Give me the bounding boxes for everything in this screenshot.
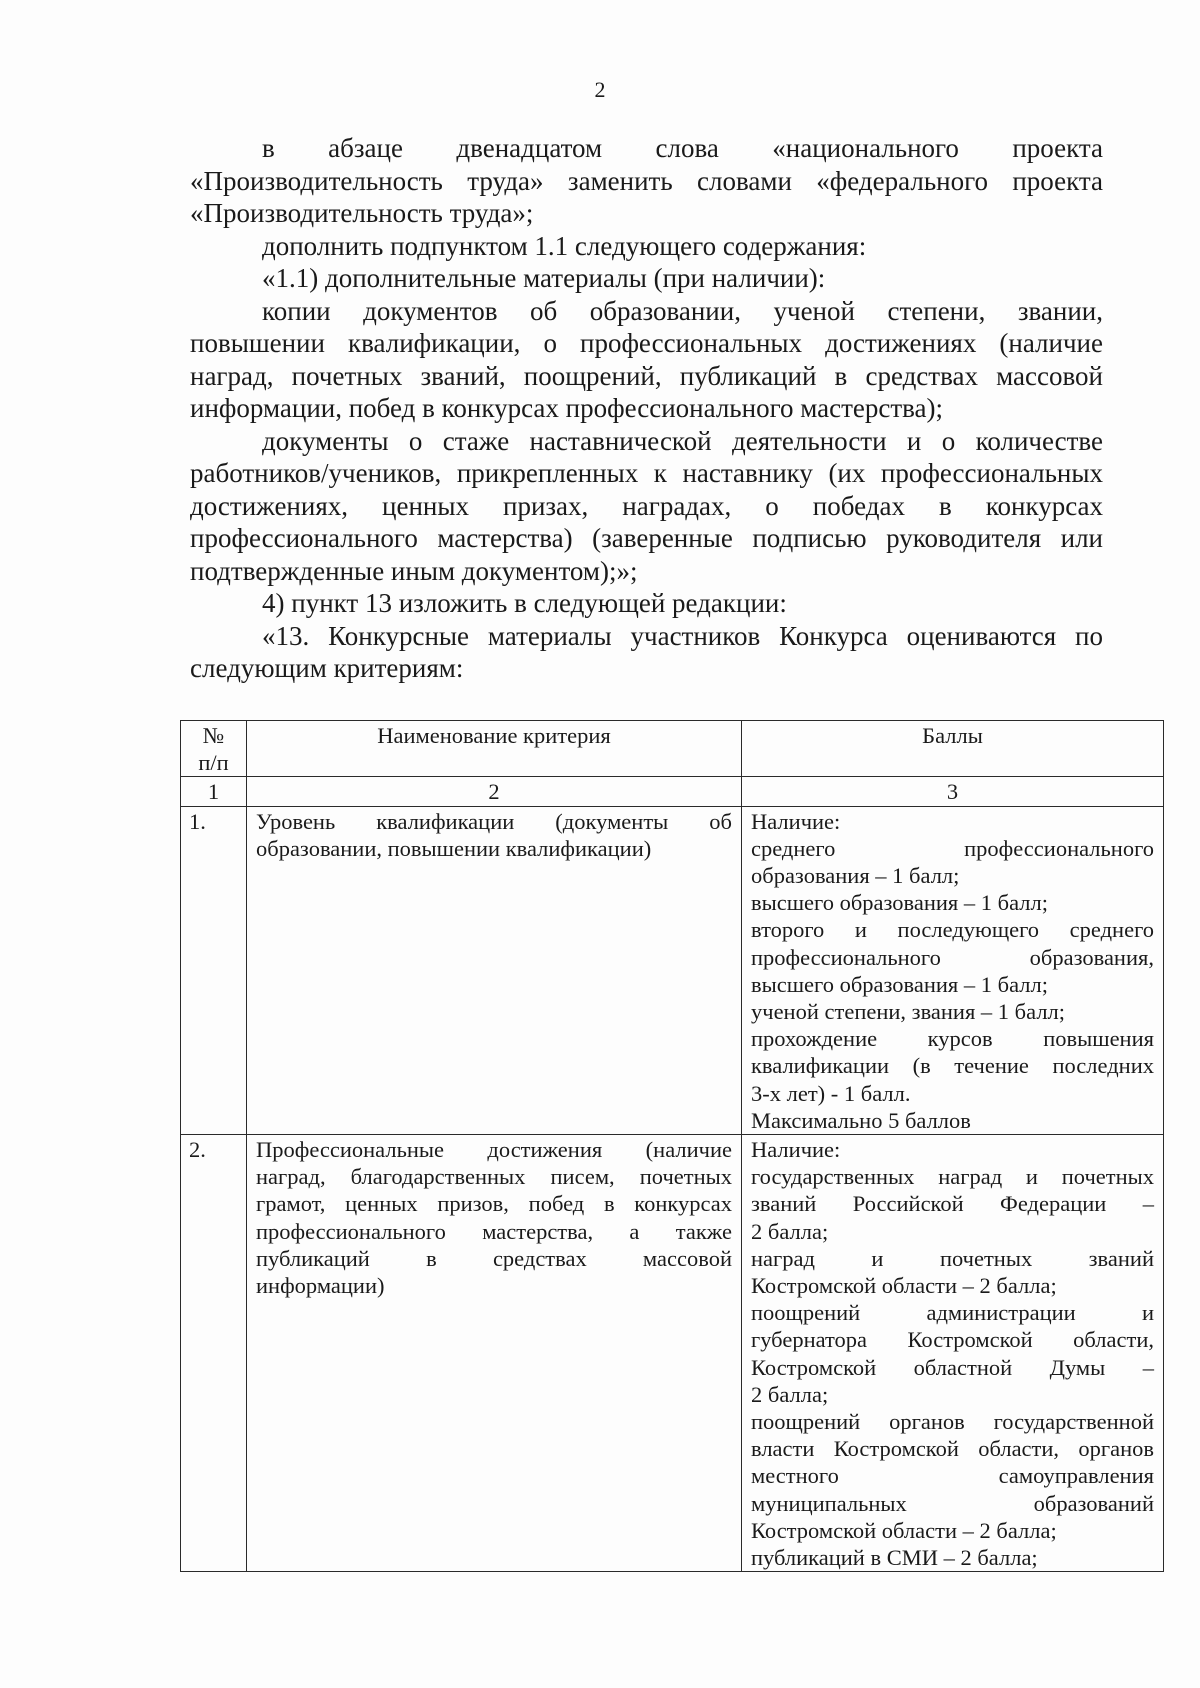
- score-line: Костромской областной Думы –: [751, 1354, 1154, 1380]
- index-cell: 3: [742, 777, 1164, 806]
- body-text: [190, 132, 1103, 685]
- paragraph-continuation: [190, 165, 1103, 198]
- header-criterion-cell: Наименование критерия: [247, 721, 742, 777]
- text-line: дополнить подпунктом 1.1 следующего содержания:: [262, 230, 867, 261]
- criterion-line: публикаций в средствах массовой: [256, 1245, 732, 1271]
- index-cell: 1: [181, 777, 247, 806]
- text-line: документы о стаже наставнической деятельности и о количестве: [262, 425, 1103, 456]
- score-line: ученой степени, звания – 1 балл;: [751, 999, 1066, 1025]
- score-line: 2 балла;: [751, 1381, 829, 1407]
- text-line: подтвержденные иным документом);»;: [190, 555, 638, 586]
- score-line: высшего образования – 1 балл;: [751, 890, 1048, 916]
- page-number: 2: [594, 77, 606, 102]
- score-line: Наличие:: [751, 808, 841, 834]
- score-line: наград и почетных званий: [751, 1245, 1154, 1271]
- criterion-cell: [247, 1135, 742, 1572]
- criteria-table: [180, 720, 1164, 1572]
- criterion-line: профессионального мастерства, а также: [256, 1218, 732, 1244]
- score-line: Максимально 5 баллов: [751, 1107, 971, 1133]
- score-line: Наличие:: [751, 1137, 841, 1163]
- row-number-cell: 1.: [181, 806, 247, 1134]
- score-line: муниципальных образований: [751, 1490, 1154, 1516]
- score-line: образования – 1 балл;: [751, 863, 960, 889]
- table-row: [181, 1135, 1164, 1572]
- paragraph-continuation: [190, 197, 1103, 230]
- table-header-row: [181, 721, 1164, 777]
- row-number-cell: 2.: [181, 1135, 247, 1572]
- score-line: государственных наград и почетных: [751, 1164, 1154, 1190]
- criterion-line: образовании, повышении квалификации): [256, 835, 652, 861]
- header-number-sign: №: [202, 723, 225, 748]
- score-line: губернатора Костромской области,: [751, 1327, 1154, 1353]
- score-line: поощрений органов государственной: [751, 1409, 1154, 1435]
- criterion-cell: [247, 806, 742, 1134]
- paragraph: [190, 262, 1103, 295]
- score-cell: [742, 1135, 1164, 1572]
- text-line: «1.1) дополнительные материалы (при наличии):: [262, 263, 826, 293]
- criterion-line: информации): [256, 1273, 385, 1299]
- score-line: 2 балла;: [751, 1218, 829, 1244]
- text-line: «Производительность труда» заменить словами «федерального проекта: [190, 165, 1103, 196]
- text-line: наград, почетных званий, поощрений, публикаций в средствах массовой: [190, 360, 1103, 391]
- table-index-row: [181, 777, 1164, 806]
- paragraph-continuation: [190, 555, 1103, 588]
- paragraph-continuation: [190, 522, 1103, 555]
- score-line: Костромской области – 2 балла;: [751, 1273, 1057, 1299]
- paragraph-continuation: [190, 652, 1103, 685]
- text-line: «Производительность труда»;: [190, 198, 534, 228]
- paragraph-continuation: [190, 392, 1103, 425]
- score-cell: [742, 806, 1164, 1134]
- text-line: повышении квалификации, о профессиональных достижениях (наличие: [190, 328, 1103, 358]
- text-line: работников/учеников, прикрепленных к наставнику (их профессиональных: [190, 458, 1103, 488]
- text-line: в абзаце двенадцатом слова «национального проекта: [262, 133, 1103, 163]
- paragraph: [190, 620, 1103, 653]
- score-line: среднего профессионального: [751, 835, 1154, 861]
- text-line: «13. Конкурсные материалы участников Конкурса оцениваются по: [262, 620, 1103, 651]
- header-number-cell: [181, 721, 247, 777]
- text-line: 4) пункт 13 изложить в следующей редакции:: [262, 588, 787, 618]
- criterion-line: наград, благодарственных писем, почетных: [256, 1164, 732, 1190]
- header-number-abbr: п/п: [198, 750, 229, 776]
- criterion-line: Уровень квалификации (документы об: [256, 808, 732, 834]
- text-line: профессионального мастерства) (заверенные подписью руководителя или: [190, 523, 1103, 553]
- score-line: прохождение курсов повышения: [751, 1026, 1154, 1052]
- text-line: информации, побед в конкурсах профессионального мастерства);: [190, 393, 944, 423]
- paragraph: [190, 132, 1103, 165]
- score-line: власти Костромской области, органов: [751, 1436, 1154, 1462]
- table-row: [181, 806, 1164, 1134]
- score-line: званий Российской Федерации –: [751, 1191, 1154, 1217]
- paragraph: [190, 425, 1103, 458]
- score-line: профессионального образования,: [751, 944, 1154, 970]
- score-line: поощрений администрации и: [751, 1300, 1154, 1326]
- paragraph: [190, 230, 1103, 263]
- score-line: Костромской области – 2 балла;: [751, 1517, 1057, 1543]
- text-line: достижениях, ценных призах, наградах, о победах в конкурсах: [190, 490, 1103, 521]
- paragraph-continuation: [190, 327, 1103, 360]
- index-cell: 2: [247, 777, 742, 806]
- header-score-cell: Баллы: [742, 721, 1164, 777]
- paragraph-continuation: [190, 490, 1103, 523]
- text-line: следующим критериям:: [190, 653, 464, 683]
- paragraph-continuation: [190, 457, 1103, 490]
- score-line: местного самоуправления: [751, 1463, 1154, 1489]
- score-line: второго и последующего среднего: [751, 917, 1154, 943]
- paragraph-continuation: [190, 360, 1103, 393]
- score-line: высшего образования – 1 балл;: [751, 971, 1048, 997]
- text-line: копии документов об образовании, ученой степени, звании,: [262, 295, 1103, 326]
- paragraph: [190, 295, 1103, 328]
- score-line: 3-х лет) - 1 балл.: [751, 1080, 911, 1106]
- criterion-line: грамот, ценных призов, побед в конкурсах: [256, 1191, 732, 1217]
- score-line: публикаций в СМИ – 2 балла;: [751, 1545, 1038, 1571]
- criterion-line: Профессиональные достижения (наличие: [256, 1137, 732, 1163]
- paragraph: [190, 587, 1103, 620]
- score-line: квалификации (в течение последних: [751, 1053, 1154, 1079]
